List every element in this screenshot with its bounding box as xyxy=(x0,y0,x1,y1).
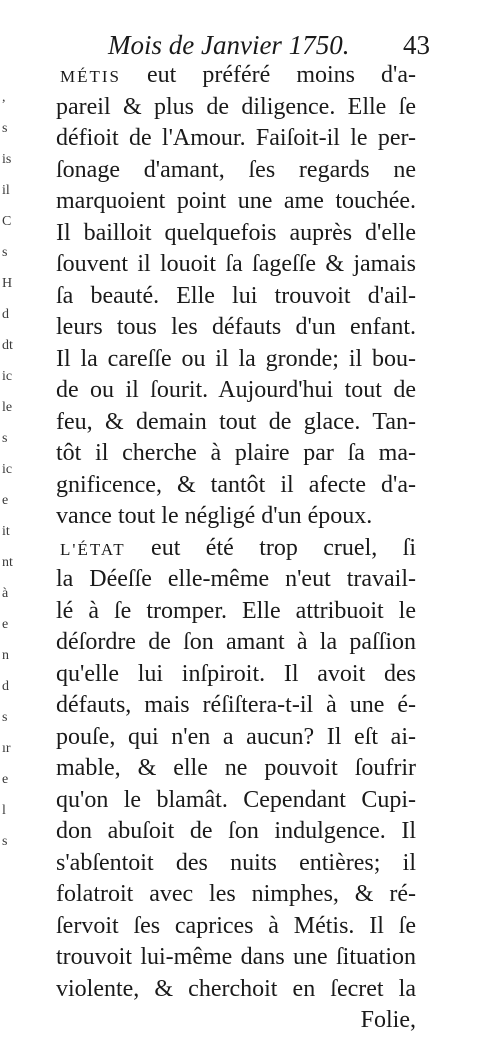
bleed-fragment: d xyxy=(2,679,9,694)
bleed-fragment: it xyxy=(2,524,10,539)
text-line: leurs tous les défauts d'un enfant. xyxy=(56,314,416,340)
text-line: lé à ſe tromper. Elle attribuoit le xyxy=(56,597,416,624)
bleed-fragment: nt xyxy=(2,555,13,570)
text-line: défioit de l'Amour. Faiſoit-il le per- xyxy=(56,125,416,151)
text-line: défauts, mais réſiſtera-t-il à une é- xyxy=(56,692,416,718)
text-line: pareil & plus de diligence. Elle ſe xyxy=(56,93,416,120)
text-line: folatroit avec les nimphes, & ré- xyxy=(56,881,416,907)
text-line: ſa beauté. Elle lui trouvoit d'ail- xyxy=(56,282,416,309)
bleed-fragment: ic xyxy=(2,369,13,384)
text-line: trouvoit lui-même dans une ſituation xyxy=(56,944,416,970)
bleed-fragment: e xyxy=(2,493,9,508)
text-line: mable, & elle ne pouvoit ſoufrir xyxy=(56,755,416,781)
text-line: MÉTIS eut préféré moins d'a- xyxy=(60,62,416,88)
text-line: violente, & cherchoit en ſecret la xyxy=(56,975,416,1002)
text-line: s'abſentoit des nuits entières; il xyxy=(56,849,416,876)
running-header xyxy=(108,30,430,64)
text-line: qu'on le blamât. Cependant Cupi- xyxy=(56,786,416,813)
catchword: Folie, xyxy=(360,1007,416,1033)
text-line: qu'elle lui inſpiroit. Il avoit des xyxy=(56,660,416,687)
bleed-fragment: il xyxy=(2,183,10,198)
running-title: Mois de Janvier 1750. xyxy=(108,30,350,60)
text-line: don abuſoit de ſon indulgence. Il xyxy=(56,818,416,844)
text-line: ſouvent il louoit ſa ſageſſe & jamais xyxy=(56,251,416,277)
text-line: Il bailloit quelquefois auprès d'elle xyxy=(56,219,416,246)
bleed-fragment: ic xyxy=(2,462,13,477)
bleed-fragment: e xyxy=(2,772,9,787)
bleed-fragment: n xyxy=(2,648,9,663)
bleed-fragment: e xyxy=(2,617,9,632)
text-line: ſervoit ſes caprices à Métis. Il ſe xyxy=(56,912,416,939)
text-line: de ou il ſourit. Aujourd'hui tout de xyxy=(56,377,416,403)
text-line: tôt il cherche à plaire par ſa ma- xyxy=(56,440,416,466)
smallcaps-opening: L'ÉTAT xyxy=(60,539,126,559)
bleed-fragment: H xyxy=(2,276,13,291)
text-line: gnificence, & tantôt il afecte d'a- xyxy=(56,471,416,498)
bleed-fragment: à xyxy=(2,586,9,601)
bleed-fragment: dt xyxy=(2,338,13,353)
text-line: vance tout le négligé d'un époux. xyxy=(56,503,373,529)
bleed-fragment: , xyxy=(2,90,6,105)
facing-page-bleed xyxy=(0,0,16,900)
text-line: pouſe, qui n'en a aucun? Il eſt ai- xyxy=(56,723,416,750)
text-line: déſordre de ſon amant à la paſſion xyxy=(56,629,416,655)
bleed-fragment: is xyxy=(2,152,12,167)
page-body xyxy=(56,60,416,1037)
bleed-fragment: s xyxy=(2,121,8,136)
page-number: 43 xyxy=(403,30,430,60)
bleed-fragment: d xyxy=(2,307,9,322)
text-line: la Déeſſe elle-même n'eut travail- xyxy=(56,566,416,592)
bleed-fragment: s xyxy=(2,710,8,725)
text-line: ſonage d'amant, ſes regards ne xyxy=(56,156,416,183)
text-line: Il la careſſe ou il la gronde; il bou- xyxy=(56,345,416,372)
bleed-fragment: s xyxy=(2,245,8,260)
bleed-fragment: ır xyxy=(2,741,11,756)
bleed-fragment: l xyxy=(2,803,6,818)
smallcaps-opening: MÉTIS xyxy=(60,67,121,86)
bleed-fragment: s xyxy=(2,431,8,446)
bleed-fragment: le xyxy=(2,400,13,415)
text-line: feu, & demain tout de glace. Tan- xyxy=(56,408,416,435)
text-line: marquoient point une ame touchée. xyxy=(56,188,416,214)
text-line: L'ÉTAT eut été trop cruel, ſi xyxy=(60,534,416,561)
bleed-fragment: C xyxy=(2,214,12,229)
bleed-fragment: s xyxy=(2,834,8,849)
